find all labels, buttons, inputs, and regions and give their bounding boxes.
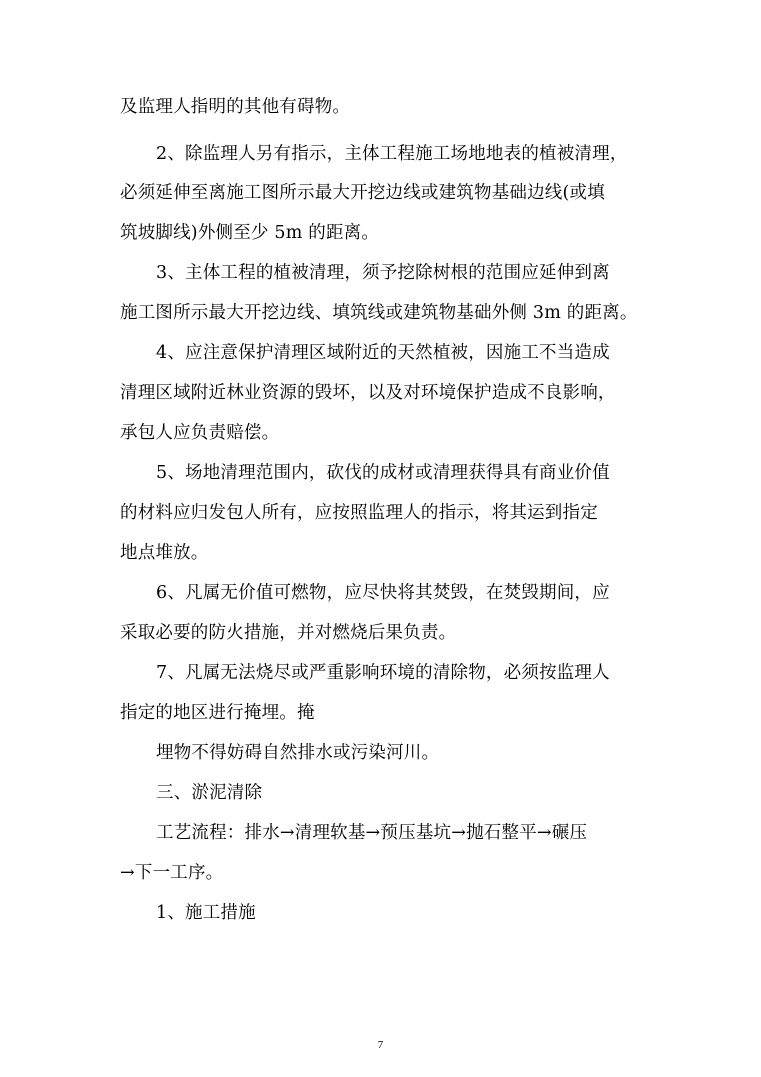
section-heading: 三、淤泥清除 xyxy=(156,783,263,803)
text-line: 2、除监理人另有指示，主体工程施工场地地表的植被清理， xyxy=(156,144,628,164)
text-line: 指定的地区进行掩埋。掩 xyxy=(120,703,315,723)
text-line: 7、凡属无法烧尽或严重影响环境的清除物，必须按监理人 xyxy=(156,663,610,683)
text-line: 5、场地清理范围内，砍伐的成材或清理获得具有商业价值 xyxy=(156,463,610,483)
text-line: 采取必要的防火措施，并对燃烧后果负责。 xyxy=(120,623,457,643)
text-line: 的材料应归发包人所有，应按照监理人的指示，将其运到指定 xyxy=(120,503,598,523)
text-line: 6、凡属无价值可燃物，应尽快将其焚毁，在焚毁期间，应 xyxy=(156,583,610,603)
text-line: 必须延伸至离施工图所示最大开挖边线或建筑物基础边线(或填 xyxy=(120,183,605,203)
text-line: 施工图所示最大开挖边线、填筑线或建筑物基础外侧 3m 的距离。 xyxy=(120,303,638,323)
text-line: 筑坡脚线)外侧至少 5m 的距离。 xyxy=(120,223,380,243)
text-line: 4、应注意保护清理区域附近的天然植被，因施工不当造成 xyxy=(156,343,610,363)
text-line: →下一工序。 xyxy=(120,863,224,883)
text-line: 清理区域附近林业资源的毁坏，以及对环境保护造成不良影响， xyxy=(120,383,616,403)
text-line: 及监理人指明的其他有碍物。 xyxy=(120,97,351,117)
text-line: 地点堆放。 xyxy=(120,543,209,563)
text-line: 工艺流程：排水→清理软基→预压基坑→抛石整平→碾压 xyxy=(156,823,588,843)
subsection-heading: 1、施工措施 xyxy=(156,903,256,923)
text-line: 埋物不得妨碍自然排水或污染河川。 xyxy=(156,743,440,763)
page-number: 7 xyxy=(377,1039,384,1051)
text-line: 承包人应负责赔偿。 xyxy=(120,423,280,443)
text-line: 3、主体工程的植被清理，须予挖除树根的范围应延伸到离 xyxy=(156,263,610,283)
